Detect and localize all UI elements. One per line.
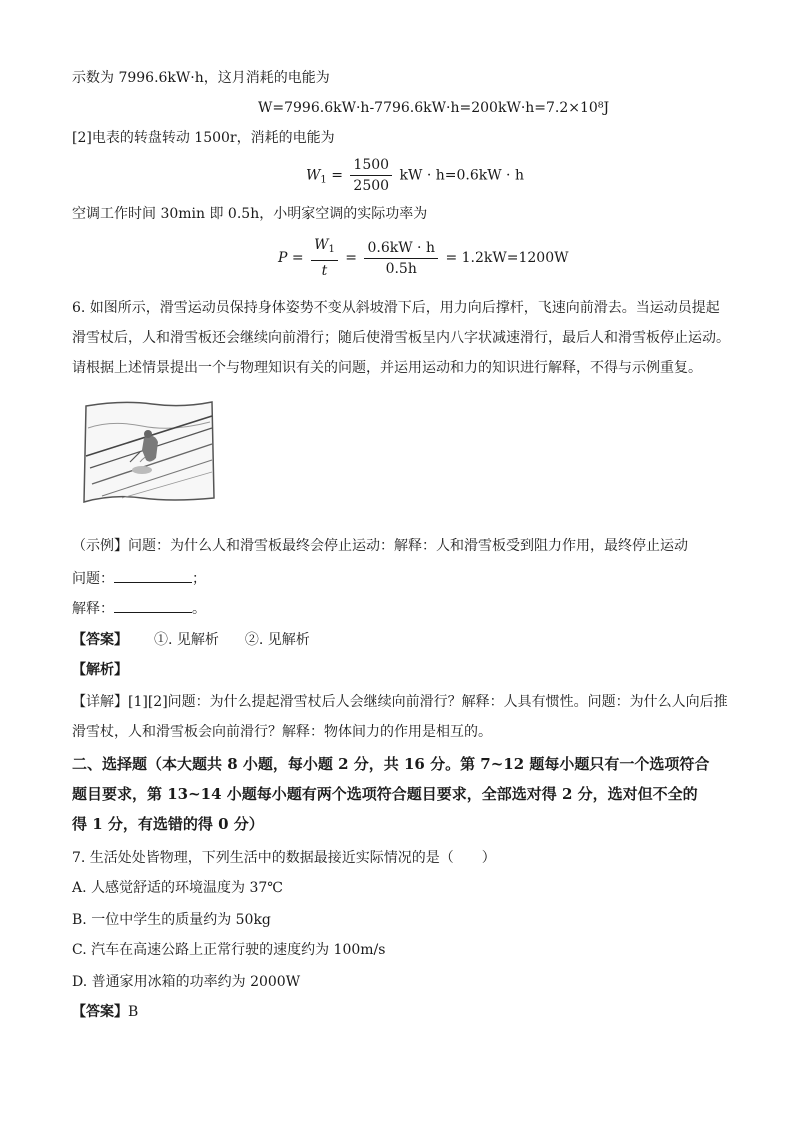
- answer-blank[interactable]: [114, 568, 192, 583]
- fraction-numerator: 1500: [350, 156, 392, 176]
- fraction-denominator: t: [321, 263, 328, 279]
- eq-sign: =: [291, 250, 304, 266]
- answer-tag: 【答案】: [72, 1004, 128, 1020]
- analysis-tag: 【解析】: [72, 662, 128, 678]
- fraction-denominator: 0.5h: [385, 260, 417, 277]
- option-a: A. 人感觉舒适的环境温度为 37℃: [72, 880, 283, 896]
- question-6-stem: 滑雪杖后，人和滑雪板还会继续向前滑行；随后使滑雪板呈内八字状减速滑行，最后人和滑雪板停止运动。: [72, 330, 730, 346]
- question-6-stem: 请根据上述情景提出一个与物理知识有关的问题，并运用运动和力的知识进行解释，不得与示例重复。: [72, 360, 702, 376]
- eq-result: kW · h=0.6kW · h: [399, 167, 524, 184]
- solution-text-line: [2]电表的转盘转动 1500r，消耗的电能为: [72, 130, 335, 146]
- section-heading: 二、选择题（本大题共 8 小题，每小题 2 分，共 16 分。第 7~12 题每小题只有一个选项符合: [72, 755, 710, 773]
- answer-tag: 【答案】: [72, 632, 128, 648]
- answer-item: ②. 见解析: [244, 632, 310, 648]
- question-label: 问题：: [72, 571, 114, 587]
- answer-value: B: [128, 1004, 139, 1020]
- question-6-stem: 6. 如图所示，滑雪运动员保持身体姿势不变从斜坡滑下后，用力向后撑杆，飞速向前滑去。当运动员提起: [72, 300, 720, 316]
- fraction: [350, 156, 392, 195]
- explain-label: 解释：: [72, 601, 114, 617]
- detail-text: 【详解】[1][2]问题：为什么提起滑雪杖后人会继续向前滑行？解释：人具有惯性。问题：为什么人向后推: [72, 694, 728, 710]
- answer-line: [72, 630, 310, 650]
- section-heading: 题目要求，第 13~14 小题每小题有两个选项符合题目要求，全部选对得 2 分，选对但不全的: [72, 785, 698, 803]
- eq-sign: =: [345, 250, 358, 266]
- fraction-numerator: 0.6kW · h: [364, 239, 438, 259]
- solution-text-line: 空调工作时间 30min 即 0.5h，小明家空调的实际功率为: [72, 206, 428, 222]
- skier-figure: [82, 398, 216, 506]
- explain-blank-line: 解释： 。: [72, 598, 206, 619]
- solution-text-line: 示数为 7996.6kW·h，这月消耗的电能为: [72, 70, 330, 86]
- equation-w1: [306, 156, 524, 195]
- example-text: （示例】问题：为什么人和滑雪板最终会停止运动：解释：人和滑雪板受到阻力作用，最终停止运动: [72, 538, 688, 554]
- eq-result: = 1.2kW=1200W: [445, 250, 569, 266]
- equation-power: [278, 236, 569, 280]
- section-heading: 得 1 分，有选错的得 0 分）: [72, 815, 264, 833]
- equation-energy: W=7996.6kW·h-7796.6kW·h=200kW·h=7.2×10⁸J: [258, 100, 610, 116]
- fraction: [364, 239, 438, 278]
- eq-symbol: P: [278, 250, 288, 266]
- fraction-denominator: 2500: [353, 178, 390, 194]
- answer-item: ①. 见解析: [154, 632, 219, 648]
- option-c: C. 汽车在高速公路上正常行驶的速度约为 100m/s: [72, 942, 386, 958]
- eq-symbol: W: [306, 167, 321, 184]
- detail-text: 滑雪杖，人和滑雪板会向前滑行？解释：物体间力的作用是相互的。: [72, 724, 492, 740]
- eq-sign: =: [331, 167, 343, 184]
- fraction-numerator: $W_1$: [311, 236, 338, 261]
- fraction: [311, 236, 338, 280]
- eq-subscript: 1: [320, 174, 327, 186]
- option-b: B. 一位中学生的质量约为 50kg: [72, 912, 271, 928]
- question-blank-line: 问题： ；: [72, 568, 206, 589]
- skier-illustration-icon: [82, 398, 216, 506]
- option-d: D. 普通家用冰箱的功率约为 2000W: [72, 974, 301, 990]
- answer-blank[interactable]: [114, 598, 192, 613]
- answer-line: [72, 1002, 138, 1022]
- question-7-stem: 7. 生活处处皆物理，下列生活中的数据最接近实际情况的是（ ）: [72, 850, 496, 866]
